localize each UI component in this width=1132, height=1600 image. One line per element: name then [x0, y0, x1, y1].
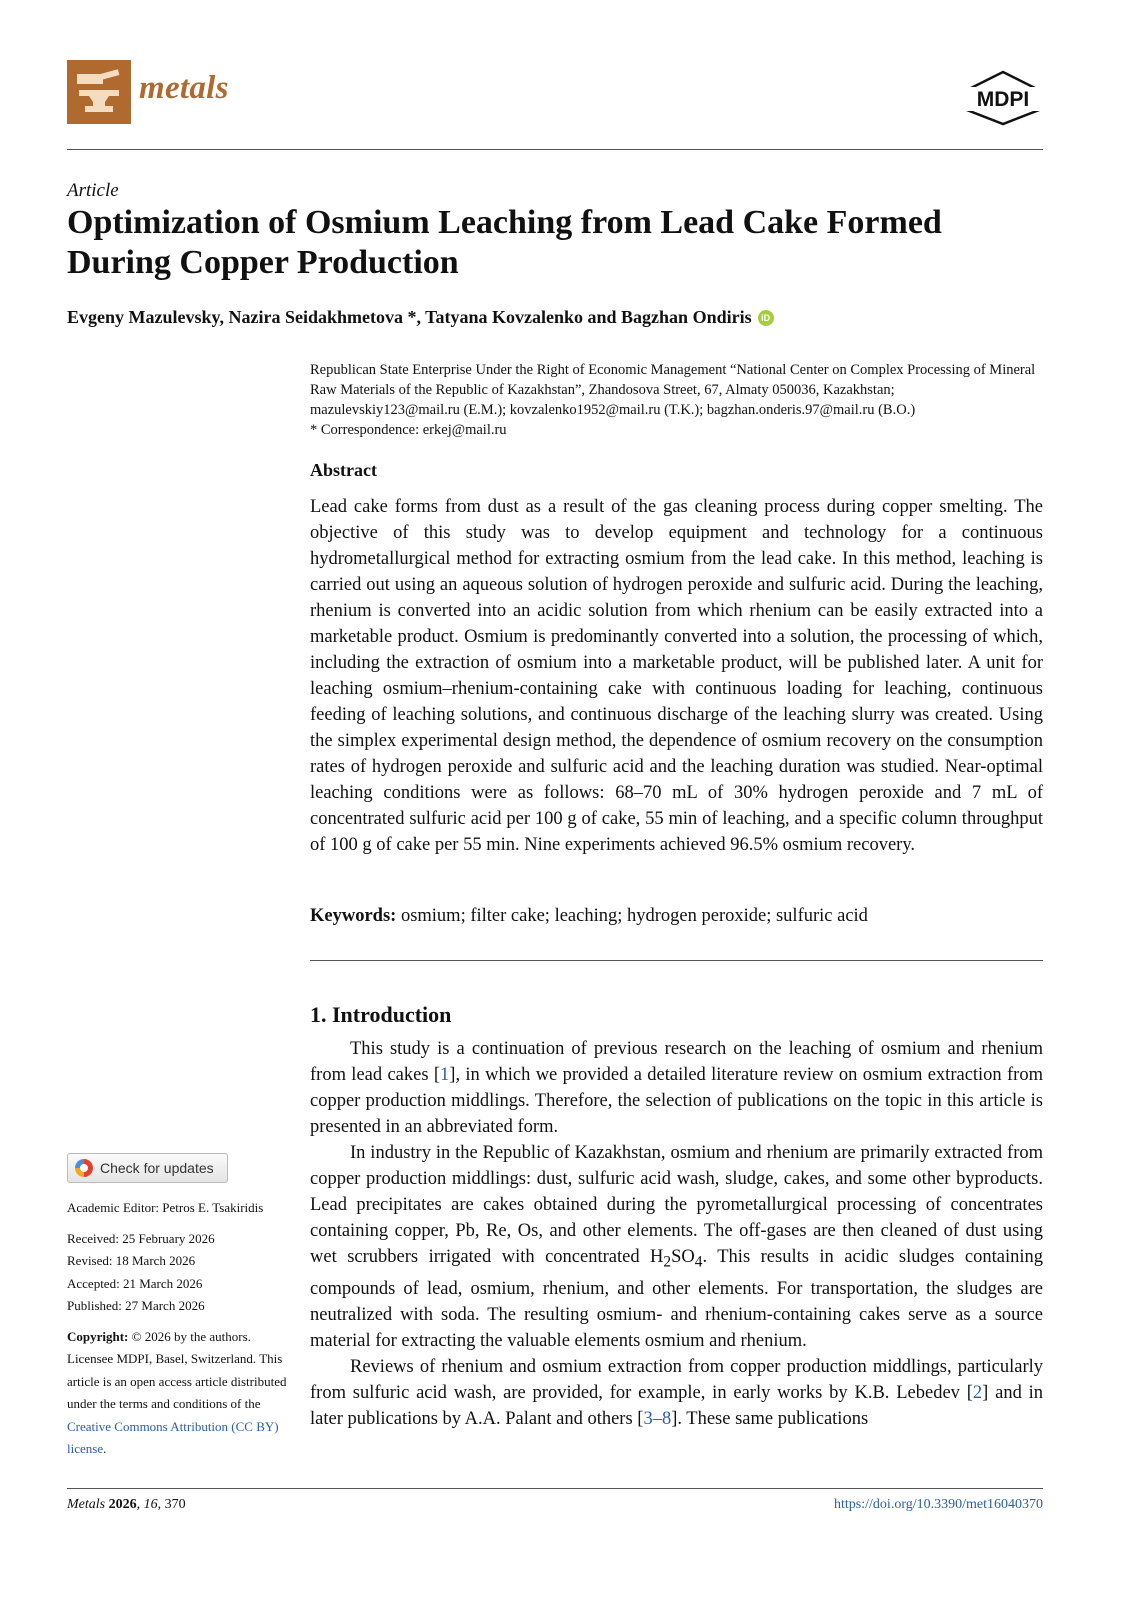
- author-list: [67, 307, 774, 328]
- published-date: Published: 27 March 2026: [67, 1298, 205, 1313]
- academic-editor: Academic Editor: Petros E. Tsakiridis: [67, 1200, 264, 1215]
- affiliation-text: Republican State Enterprise Under the Right of Economic Management “National Center on Complex Processing of Mineral Raw Materials of the Republic of Kazakhstan”, Zhandosova Street, 67, Almaty 050036, Kazakhstan; mazulevskiy123@mail.ru (E.M.); kovzalenko1952@mail.ru (T.K.); bagzhan.onderis.97@mail.ru (B.O.): [310, 362, 1036, 418]
- check-for-updates-button[interactable]: [67, 1153, 228, 1183]
- paragraph: In industry in the Republic of Kazakhstan, osmium and rhenium are primarily extracted from copper production middlings: dust, sulfuric acid wash, sludge, cakes, and some other byproducts. Lead precipitates are cakes obtained during the pyrometallurgical processing of concentrates containing copper, Pb, Re, Os, and other elements. The off-gases are then cleaned of dust using wet scrubbers irrigated with concentrated $H_2SO_4$. This results in acidic sludges containing compounds of lead, osmium, rhenium, and other elements. For transportation, the sludges are neutralized with soda. The resulting osmium- and rhenium-containing cakes serve as a source material for extracting the valuable elements osmium and rhenium.: [310, 1143, 1043, 1351]
- journal-logo: [67, 60, 131, 124]
- section-heading-introduction: 1. Introduction: [310, 1002, 452, 1027]
- keywords-label: Keywords:: [310, 906, 397, 926]
- citation-link[interactable]: 1: [440, 1065, 450, 1085]
- orcid-icon[interactable]: iD: [758, 310, 774, 326]
- footer-citation: Metals 2026, 16, 370: [67, 1497, 186, 1512]
- paragraph: Reviews of rhenium and osmium extraction from copper production middlings, particularly from sulfuric acid wash, are provided, for example, in early works by K.B. Lebedev [2] and in later publications by A.A. Palant and others [3–8]. These same publications: [310, 1356, 1044, 1429]
- publisher-name: MDPI: [976, 88, 1030, 111]
- correspondence: * Correspondence: erkej@mail.ru: [310, 422, 507, 438]
- journal-name: metals: [139, 70, 229, 106]
- received-date: Received: 25 February 2026: [67, 1230, 215, 1246]
- footer-divider: [67, 1488, 1043, 1489]
- header-divider: [67, 149, 1043, 150]
- revised-date: Revised: 18 March 2026: [67, 1253, 196, 1268]
- citation-link[interactable]: 3–8: [643, 1408, 672, 1429]
- abstract-divider: [310, 960, 1043, 961]
- keywords-list: osmium; filter cake; leaching; hydrogen peroxide; sulfuric acid: [400, 906, 868, 926]
- abstract-text: Lead cake forms from dust as a result of the gas cleaning process during copper smelting. The objective of this study was to develop equipment and technology for a continuous hydrometallurgical method for extracting osmium from the lead cake. In this method, leaching is carried out using an aqueous solution of hydrogen peroxide and sulfuric acid. During the leaching, rhenium is converted into an acidic solution from which rhenium can be easily extracted into a marketable product. Osmium is predominantly converted into a solution, the processing of which, including the extraction of osmium into a marketable product, will be published later. A unit for leaching osmium–rhenium-containing cake with continuous loading for leaching, continuous feeding of leaching solutions, and continuous discharge of the leaching slurry was created. Using the simplex experimental design method, the dependence of osmium recovery on the consumption rates of hydrogen peroxide and sulfuric acid and the leaching duration was studied. Near-optimal leaching conditions were as follows: 68–70 mL of 30% hydrogen peroxide and 7 mL of concentrated sulfuric acid per 100 g of cake, 55 min of leaching, and a specific column throughput of 100 g of cake per 55 min. Nine experiments achieved 96.5% osmium recovery.: [310, 497, 1043, 855]
- affiliation-block: [310, 360, 1043, 440]
- update-badge-icon: [75, 1159, 93, 1177]
- article-metadata: [67, 1197, 287, 1461]
- paragraph: This study is a continuation of previous research on the leaching of osmium and rhenium from lead cakes [1], in which we provided a detailed literature review on osmium extraction from copper production middlings. Therefore, the selection of publications on the topic in this article is presented in an abbreviated form.: [310, 1039, 1043, 1137]
- license-link[interactable]: Creative Commons Attribution (CC BY) license: [67, 1418, 279, 1456]
- check-updates-label: Check for updates: [100, 1160, 214, 1176]
- abstract-heading: Abstract: [310, 460, 377, 480]
- authors-text: Evgeny Mazulevsky, Nazira Seidakhmetova *, Tatyana Kovzalenko and Bagzhan Ondiris: [67, 307, 752, 327]
- doi-link[interactable]: https://doi.org/10.3390/met16040370: [834, 1497, 1043, 1512]
- introduction-body: [310, 1036, 1043, 1432]
- copyright-notice: Copyright: © 2026 by the authors. Licensee MDPI, Basel, Switzerland. This article is an open access article distributed under the terms and conditions of the Creative Commons Attribution (CC BY) license.: [67, 1328, 287, 1456]
- article-title: Optimization of Osmium Leaching from Lead Cake Formed During Copper Production: [67, 204, 942, 281]
- accepted-date: Accepted: 21 March 2026: [67, 1275, 203, 1291]
- citation-link[interactable]: 2: [972, 1382, 983, 1403]
- article-type: Article: [67, 180, 119, 201]
- publisher-logo: [963, 70, 1043, 126]
- anvil-hammer-icon: [67, 60, 131, 124]
- keywords: [310, 906, 1043, 927]
